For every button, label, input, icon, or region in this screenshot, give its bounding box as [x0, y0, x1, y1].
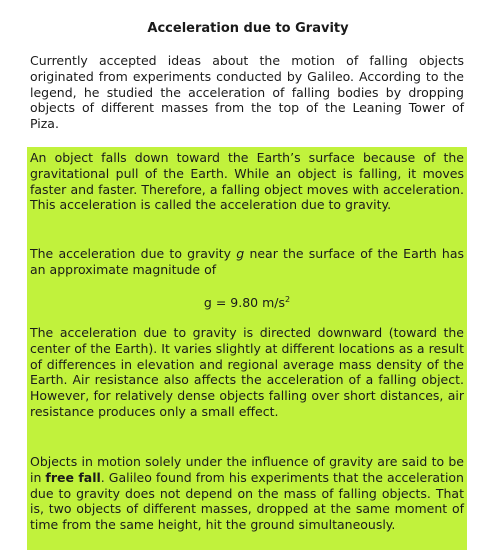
- paragraph-gravitational-pull: An object falls down toward the Earth’s surface because of the gravitational pull of the Earth. While an object is falling, it moves faster and faster. Therefore, a falling object moves with acceleration. This acceleration is called the acceleration due to gravity.: [30, 150, 464, 213]
- formula-main: g = 9.80 m/s: [203, 295, 285, 310]
- page-title: Acceleration due to Gravity: [147, 21, 349, 36]
- paragraph-magnitude: [30, 246, 464, 278]
- highlighted-section: [27, 147, 467, 550]
- free-fall-term: free fall: [45, 469, 101, 485]
- paragraph-direction: The acceleration due to gravity is directed downward (toward the center of the Earth). It varies slightly at different locations as a result of differences in elevation and regional average mass density of the Earth. Air resistance also affects the acceleration of a falling object. However, for relatively dense objects falling over short distances, air resistance produces only a small effect.: [30, 325, 464, 419]
- magnitude-text-start: The acceleration due to gravity: [30, 246, 237, 261]
- formula-exponent: 2: [284, 295, 291, 304]
- magnitude-text-end: near the surface of the Earth has an approximate magnitude of: [30, 246, 464, 277]
- intro-paragraph: Currently accepted ideas about the motion of falling objects originated from experiments conducted by Galileo. According to the legend, he studied the acceleration of falling bodies by dropping objects of different masses from the top of the Leaning Tower of Piza.: [30, 53, 464, 132]
- variable-g: g: [236, 246, 245, 261]
- free-fall-text-start: Objects in motion solely under the influence of gravity are said to be in: [30, 454, 464, 485]
- free-fall-text-end: . Galileo found from his experiments that the acceleration due to gravity does not depend on the mass of falling objects. That is, two objects of different masses, dropped at the same moment of time from the same height, hit the ground simultaneously.: [30, 469, 464, 533]
- gravity-formula: [27, 292, 467, 311]
- paragraph-free-fall: [30, 454, 464, 533]
